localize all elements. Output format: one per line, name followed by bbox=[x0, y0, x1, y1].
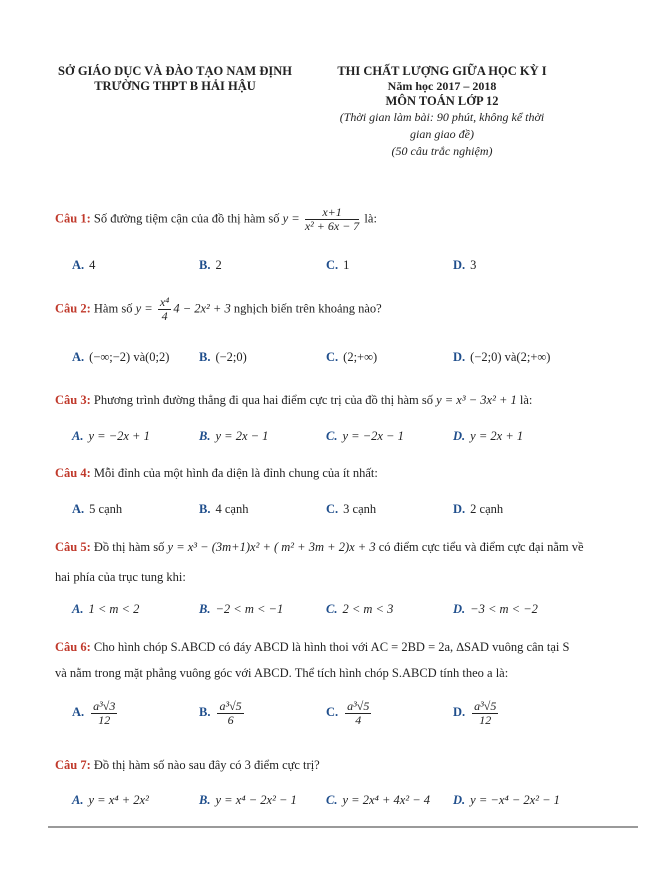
question-6-line-2: và nằm trong mặt phẳng vuông góc với ABCD. Thể tích hình chóp S.ABCD tính theo a là: bbox=[55, 666, 509, 680]
question-4: Câu 4: Mỗi đỉnh của một hình đa diện là đỉnh chung của ít nhất: bbox=[55, 466, 378, 480]
option-a[interactable]: A. (−∞;−2) và(0;2) bbox=[72, 350, 170, 364]
option-b[interactable]: B. 4 cạnh bbox=[199, 502, 249, 516]
option-c[interactable]: C. 3 cạnh bbox=[326, 502, 377, 516]
option-b[interactable]: B. (−2;0) bbox=[199, 350, 247, 364]
options-q1 bbox=[0, 258, 671, 282]
option-d[interactable]: D. 3 bbox=[453, 258, 477, 272]
option-b[interactable]: B. y = x⁴ − 2x² − 1 bbox=[199, 793, 297, 807]
option-d[interactable]: D. 2 cạnh bbox=[453, 502, 504, 516]
options-q4 bbox=[0, 502, 671, 526]
option-c[interactable]: C. $\frac{\text{a³√5}}{4}$ bbox=[326, 699, 370, 727]
question-label: Câu 3: bbox=[55, 393, 91, 407]
question-label: Câu 7: bbox=[55, 758, 91, 772]
option-a[interactable]: A. y = −2x + 1 bbox=[72, 429, 150, 443]
page-footer-divider bbox=[48, 826, 638, 828]
option-b[interactable]: B. 2 bbox=[199, 258, 222, 272]
option-b[interactable]: B. −2 < m < −1 bbox=[199, 602, 284, 616]
school-header bbox=[40, 64, 310, 94]
exam-header bbox=[322, 64, 562, 160]
function-fraction: $\frac{\text{x⁴}}{4}$ bbox=[159, 295, 170, 323]
question-label: Câu 1: bbox=[55, 211, 91, 226]
question-5-line-2: hai phía của trục tung khi: bbox=[55, 570, 186, 584]
school-year: Năm học 2017 – 2018 bbox=[387, 79, 497, 93]
option-c[interactable]: C. y = −2x − 1 bbox=[326, 429, 404, 443]
question-1: Câu 1: Số đường tiệm cận của đồ thị hàm số y = $\frac{x+1}{\text{x² + 6x − 7}}$ là: bbox=[55, 205, 377, 233]
question-2: Câu 2: Hàm số y = $\frac{\text{x⁴}}{4}$ 4 − 2x² + 3 nghịch biến trên khoảng nào? bbox=[55, 295, 382, 323]
option-a[interactable]: A. 5 cạnh bbox=[72, 502, 123, 516]
options-q3 bbox=[0, 429, 671, 453]
options-q5 bbox=[0, 602, 671, 626]
subject-title: MÔN TOÁN LỚP 12 bbox=[385, 94, 499, 108]
option-d[interactable]: D. y = 2x + 1 bbox=[453, 429, 524, 443]
question-label: Câu 4: bbox=[55, 466, 91, 480]
option-c[interactable]: C. (2;+∞) bbox=[326, 350, 378, 364]
question-3: Câu 3: Phương trình đường thẳng đi qua hai điểm cực trị của đồ thị hàm số y = x³ − 3x² + 1 là: bbox=[55, 393, 533, 407]
option-d[interactable]: D. y = −x⁴ − 2x² − 1 bbox=[453, 793, 560, 807]
option-c[interactable]: C. 1 bbox=[326, 258, 350, 272]
option-d[interactable]: D. −3 < m < −2 bbox=[453, 602, 538, 616]
option-c[interactable]: C. 2 < m < 3 bbox=[326, 602, 394, 616]
question-5: Câu 5: Đồ thị hàm số y = x³ − (3m+1)x² + ( m² + 3m + 2)x + 3 có điểm cực tiểu và điểm cực đại nằm về bbox=[55, 540, 584, 554]
option-d[interactable]: D. $\frac{\text{a³√5}}{12}$ bbox=[453, 699, 497, 727]
question-count-note: (50 câu trắc nghiệm) bbox=[391, 144, 493, 158]
option-b[interactable]: B. y = 2x − 1 bbox=[199, 429, 269, 443]
options-q7 bbox=[0, 793, 671, 817]
school-name: TRƯỜNG THPT B HẢI HẬU bbox=[94, 79, 256, 93]
option-a[interactable]: A. 4 bbox=[72, 258, 96, 272]
question-label: Câu 5: bbox=[55, 540, 91, 554]
option-a[interactable]: A. $\frac{\text{a³√3}}{12}$ bbox=[72, 699, 116, 727]
option-d[interactable]: D. (−2;0) và(2;+∞) bbox=[453, 350, 551, 364]
time-note: (Thời gian làm bài: 90 phút, không kể thời gian giao đề) bbox=[339, 110, 545, 141]
option-a[interactable]: A. 1 < m < 2 bbox=[72, 602, 140, 616]
function-fraction: $\frac{x+1}{\text{x² + 6x − 7}}$ bbox=[304, 205, 360, 233]
department-name: SỞ GIÁO DỤC VÀ ĐÀO TẠO NAM ĐỊNH bbox=[58, 64, 292, 78]
option-b[interactable]: B. $\frac{\text{a³√5}}{6}$ bbox=[199, 699, 242, 727]
question-7: Câu 7: Đồ thị hàm số nào sau đây có 3 điểm cực trị? bbox=[55, 758, 320, 772]
question-label: Câu 6: bbox=[55, 640, 91, 654]
option-a[interactable]: A. y = x⁴ + 2x² bbox=[72, 793, 149, 807]
options-q2 bbox=[0, 350, 671, 374]
options-q6 bbox=[0, 700, 671, 740]
question-6: Câu 6: Cho hình chóp S.ABCD có đáy ABCD là hình thoi với AC = 2BD = 2a, ∆SAD vuông cân tại S bbox=[55, 640, 570, 654]
question-label: Câu 2: bbox=[55, 301, 91, 316]
exam-title: THI CHẤT LƯỢNG GIỮA HỌC KỲ I bbox=[337, 64, 547, 78]
option-c[interactable]: C. y = 2x⁴ + 4x² − 4 bbox=[326, 793, 431, 807]
